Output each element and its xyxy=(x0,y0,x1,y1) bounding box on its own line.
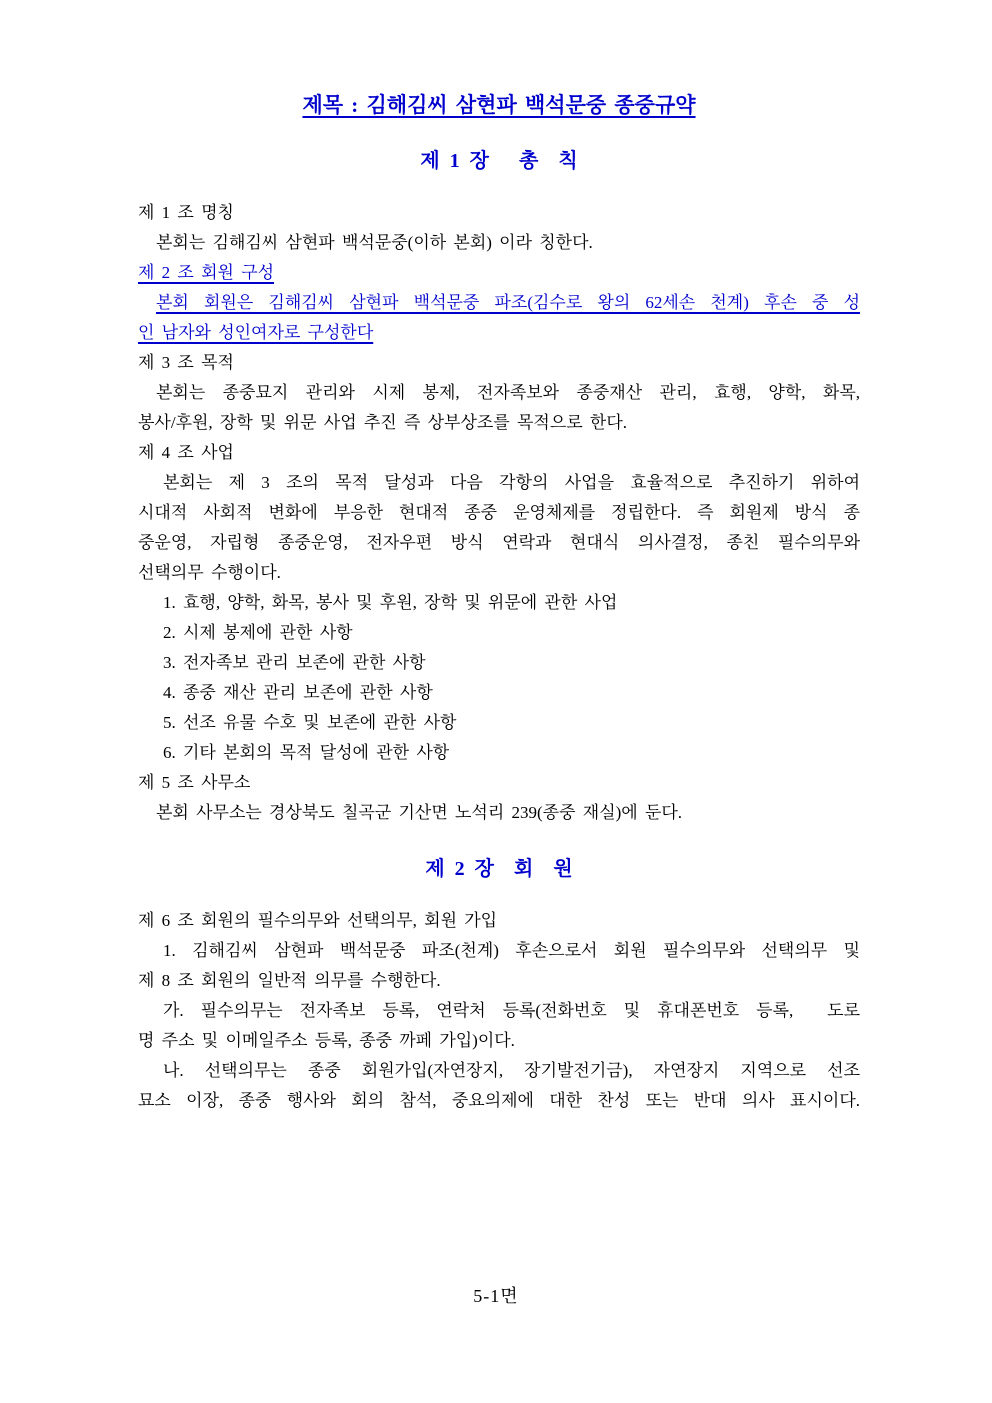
document-line: 나. 선택의무는 종중 회원가입(자연장지, 장기발전기금), 자연장지 지역으로 선조 xyxy=(163,1061,860,1080)
document-line: 제 4 조 사업 xyxy=(138,443,234,462)
document-content xyxy=(138,90,860,1116)
document-line: 선택의무 수행이다. xyxy=(138,563,281,582)
document-line: 중운영, 자립형 종중운영, 전자우편 방식 연락과 현대식 의사결정, 종친 필수의무와 xyxy=(138,533,860,552)
document-line: 5. 선조 유물 수호 및 보존에 관한 사항 xyxy=(163,713,457,732)
document-line: 3. 전자족보 관리 보존에 관한 사항 xyxy=(163,653,426,672)
document-line: 6. 기타 본회의 목적 달성에 관한 사항 xyxy=(163,743,450,762)
document-line: 시대적 사회적 변화에 부응한 현대적 종중 운영체제를 정립한다. 즉 회원제 방식 종 xyxy=(138,503,860,522)
document-line: 제 1 조 명칭 xyxy=(138,203,234,222)
chapter-heading: 제 1 장 총 칙 xyxy=(420,150,578,172)
document-body xyxy=(138,146,860,1116)
document-line: 본회 회원은 김해김씨 삼현파 백석문중 파조(김수로 왕의 62세손 천계) 후손 중 성 xyxy=(156,293,860,312)
document-line: 본회는 종중묘지 관리와 시제 봉제, 전자족보와 종중재산 관리, 효행, 양학, 화목, xyxy=(156,383,860,402)
document-line: 제 3 조 목적 xyxy=(138,353,234,372)
document-line: 본회는 제 3 조의 목적 달성과 다음 각항의 사업을 효율적으로 추진하기 위하여 xyxy=(163,473,860,492)
document-line: 묘소 이장, 종중 행사와 회의 참석, 중요의제에 대한 찬성 또는 반대 의사 표시이다. xyxy=(138,1091,860,1110)
document-line: 4. 종중 재산 관리 보존에 관한 사항 xyxy=(163,683,433,702)
document-line: 인 남자와 성인여자로 구성한다 xyxy=(138,323,374,342)
page-number-footer: 5-1면 xyxy=(473,1286,519,1306)
document-line: 봉사/후원, 장학 및 위문 사업 추진 즉 상부상조를 목적으로 한다. xyxy=(138,413,628,432)
document-line: 1. 김해김씨 삼현파 백석문중 파조(천계) 후손으로서 회원 필수의무와 선택의무 및 xyxy=(163,941,860,960)
document-line: 제 5 조 사무소 xyxy=(138,773,251,792)
document-title: 제목 : 김해김씨 삼현파 백석문중 종중규약 xyxy=(302,93,696,117)
document-line: 본회는 김해김씨 삼현파 백석문중(이하 본회) 이라 칭한다. xyxy=(156,233,593,252)
document-line: 제 8 조 회원의 일반적 의무를 수행한다. xyxy=(138,971,441,990)
document-line: 명 주소 및 이메일주소 등록, 종중 까페 가입)이다. xyxy=(138,1031,515,1050)
document-line: 제 6 조 회원의 필수의무와 선택의무, 회원 가입 xyxy=(138,911,498,930)
document-line: 1. 효행, 양학, 화목, 봉사 및 후원, 장학 및 위문에 관한 사업 xyxy=(163,593,618,612)
document-line: 본회 사무소는 경상북도 칠곡군 기산면 노석리 239(종중 재실)에 둔다. xyxy=(156,803,683,822)
document-line: 제 2 조 회원 구성 xyxy=(138,263,275,282)
document-line: 2. 시제 봉제에 관한 사항 xyxy=(163,623,353,642)
chapter-heading: 제 2 장 회 원 xyxy=(425,858,573,880)
document-line: 가. 필수의무는 전자족보 등록, 연락처 등록(전화번호 및 휴대폰번호 등록, 도로 xyxy=(163,1001,860,1020)
